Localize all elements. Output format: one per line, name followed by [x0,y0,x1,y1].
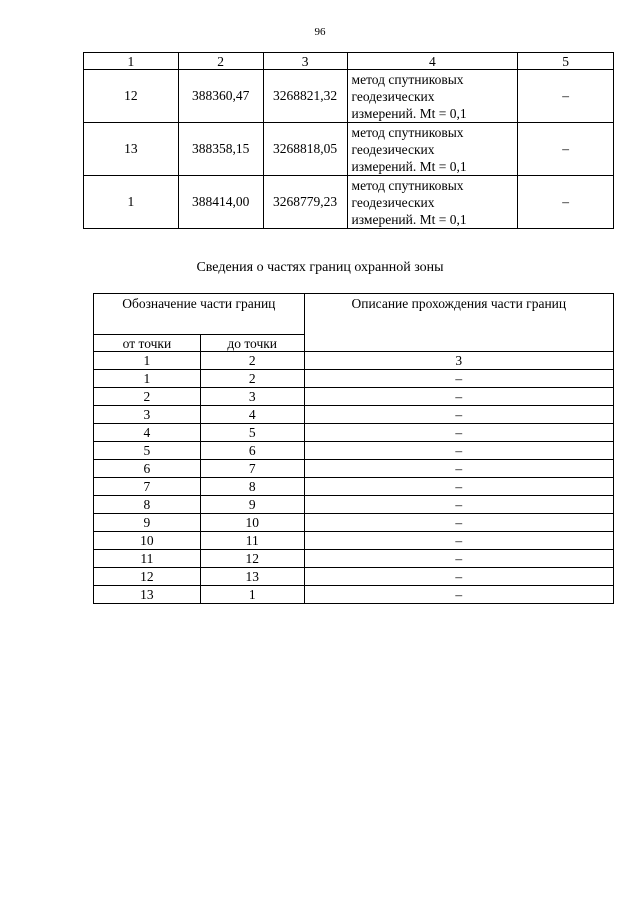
coordinate-y: 3268821,32 [263,70,347,123]
table-row [94,424,614,442]
header-boundary-description: Описание прохождения части границ [304,294,613,352]
method-line: метод спутниковых [351,177,464,193]
column-number-2: 2 [200,352,304,370]
point-number: 12 [84,70,179,123]
to-point-cell: 1 [200,586,304,604]
from-point-cell: 13 [94,586,201,604]
coordinate-y: 3268779,23 [263,176,347,229]
section-title: Сведения о частях границ охранной зоны [196,260,444,275]
method-description [347,176,518,229]
description-cell: – [304,460,613,478]
coordinates-table [83,52,614,229]
method-line: геодезических [351,88,435,104]
to-point-cell: 3 [200,388,304,406]
from-point-cell: 11 [94,550,201,568]
table-row [84,123,614,176]
from-point-cell: 10 [94,532,201,550]
coordinates-header-row [84,53,614,70]
column-number-1: 1 [94,352,201,370]
from-point-cell: 2 [94,388,201,406]
column-number-4: 4 [347,53,518,70]
method-line: измерений. Mt = 0,1 [351,158,467,174]
description-cell: – [304,568,613,586]
table-row [94,478,614,496]
coordinate-x: 388358,15 [178,123,263,176]
to-point-cell: 9 [200,496,304,514]
to-point-cell: 5 [200,424,304,442]
method-line: геодезических [351,194,435,210]
coordinate-x: 388360,47 [178,70,263,123]
description-cell: – [304,550,613,568]
description-cell: – [304,442,613,460]
from-point-cell: 8 [94,496,201,514]
to-point-cell: 4 [200,406,304,424]
method-line: измерений. Mt = 0,1 [351,105,467,121]
from-point-cell: 6 [94,460,201,478]
table-row [94,460,614,478]
table-row [84,70,614,123]
to-point-cell: 12 [200,550,304,568]
table-row [94,370,614,388]
header-to-point: до точки [200,335,304,352]
from-point-cell: 3 [94,406,201,424]
table-row [94,586,614,604]
column-number-3: 3 [263,53,347,70]
column-number-2: 2 [178,53,263,70]
header-from-point: от точки [94,335,201,352]
method-description [347,123,518,176]
description-cell: – [304,478,613,496]
column-number-3: 3 [304,352,613,370]
to-point-cell: 10 [200,514,304,532]
method-line: геодезических [351,141,435,157]
to-point-cell: 7 [200,460,304,478]
coordinate-y: 3268818,05 [263,123,347,176]
from-point-cell: 4 [94,424,201,442]
description-cell: – [304,514,613,532]
column-number-5: 5 [518,53,614,70]
coordinate-x: 388414,00 [178,176,263,229]
method-line: измерений. Mt = 0,1 [351,211,467,227]
from-point-cell: 9 [94,514,201,532]
description-cell: – [304,370,613,388]
to-point-cell: 2 [200,370,304,388]
header-boundary-designation: Обозначение части границ [94,294,305,335]
method-line: метод спутниковых [351,71,464,87]
from-point-cell: 5 [94,442,201,460]
description-cell: – [304,424,613,442]
table-row [94,550,614,568]
note-cell: – [518,176,614,229]
table-row [94,406,614,424]
parts-header-row [94,294,614,335]
from-point-cell: 1 [94,370,201,388]
to-point-cell: 6 [200,442,304,460]
table-row [94,388,614,406]
table-row [94,496,614,514]
to-point-cell: 11 [200,532,304,550]
description-cell: – [304,532,613,550]
table-row [84,176,614,229]
description-cell: – [304,406,613,424]
method-line: метод спутниковых [351,124,464,140]
point-number: 13 [84,123,179,176]
description-cell: – [304,388,613,406]
note-cell: – [518,70,614,123]
to-point-cell: 8 [200,478,304,496]
table-row [94,532,614,550]
to-point-cell: 13 [200,568,304,586]
column-number-row [94,352,614,370]
from-point-cell: 12 [94,568,201,586]
table-row [94,568,614,586]
description-cell: – [304,586,613,604]
column-number-1: 1 [84,53,179,70]
boundary-parts-table [93,293,614,604]
point-number: 1 [84,176,179,229]
page-number: 96 [314,26,326,38]
from-point-cell: 7 [94,478,201,496]
table-row [94,514,614,532]
note-cell: – [518,123,614,176]
description-cell: – [304,496,613,514]
table-row [94,442,614,460]
method-description [347,70,518,123]
